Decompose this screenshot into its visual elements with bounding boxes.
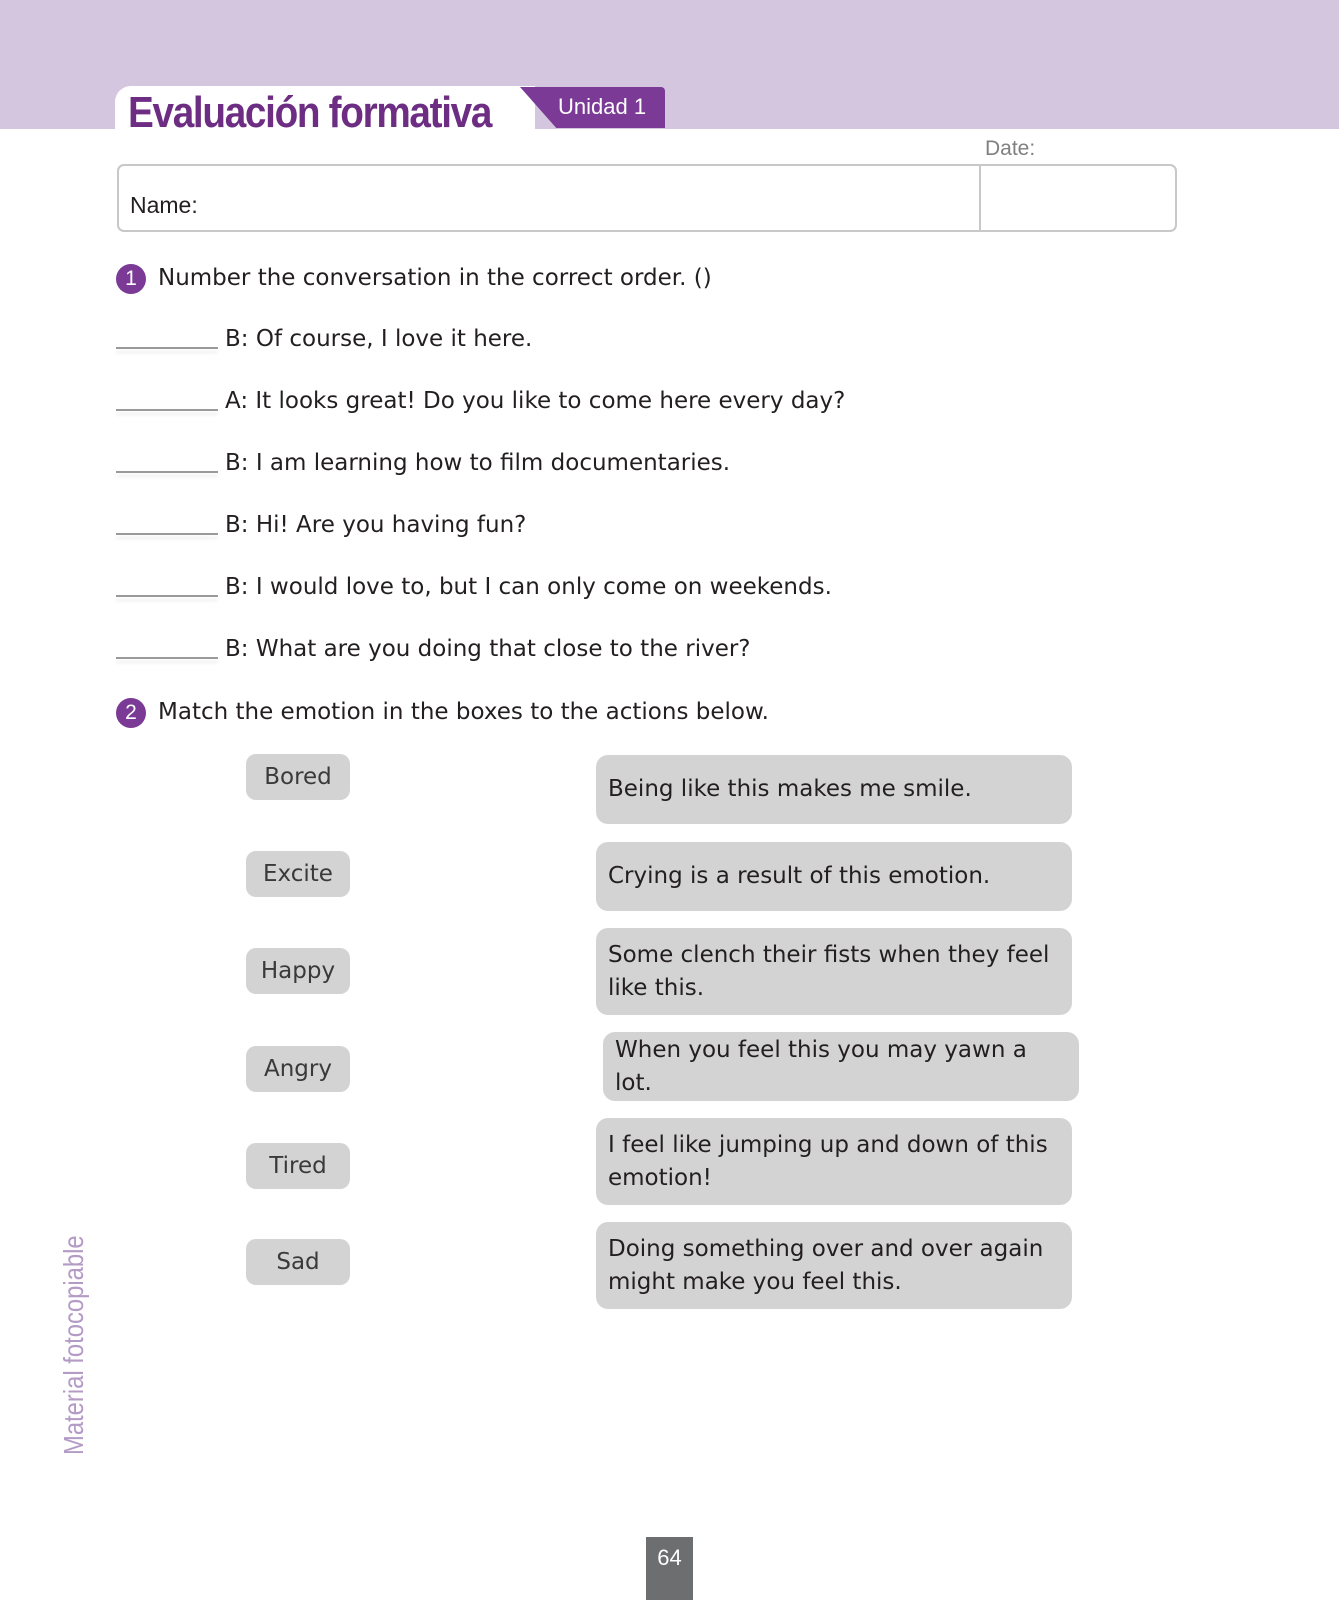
conversation-line-1: B: Of course, I love it here.: [225, 326, 533, 352]
order-blank-1[interactable]: [116, 347, 218, 349]
emotion-box-bored[interactable]: Bored: [246, 754, 350, 800]
question-1-number: 1: [116, 264, 146, 294]
name-date-box: [117, 164, 1177, 232]
action-box-1[interactable]: Being like this makes me smile.: [596, 755, 1072, 824]
emotion-box-tired[interactable]: Tired: [246, 1143, 350, 1189]
order-blank-4[interactable]: [116, 533, 218, 535]
emotion-box-excite[interactable]: Excite: [246, 851, 350, 897]
page-number: 64: [657, 1545, 682, 1570]
conversation-line-2: A: It looks great! Do you like to come here every day?: [225, 388, 846, 414]
action-box-3[interactable]: Some clench their fists when they feel like this.: [596, 928, 1072, 1015]
action-box-4[interactable]: When you feel this you may yawn a lot.: [603, 1032, 1079, 1101]
action-box-5[interactable]: I feel like jumping up and down of this emotion!: [596, 1118, 1072, 1205]
conversation-line-6: B: What are you doing that close to the river?: [225, 636, 751, 662]
page-title: Evaluación formativa: [128, 88, 492, 137]
unit-label: Unidad 1: [558, 94, 647, 119]
question-1-instruction: Number the conversation in the correct order. (): [158, 265, 712, 291]
conversation-line-4: B: Hi! Are you having fun?: [225, 512, 527, 538]
date-label: Date:: [985, 137, 1036, 160]
order-blank-2[interactable]: [116, 409, 218, 411]
name-date-divider: [979, 164, 981, 232]
action-box-6[interactable]: Doing something over and over again might make you feel this.: [596, 1222, 1072, 1309]
action-box-2[interactable]: Crying is a result of this emotion.: [596, 842, 1072, 911]
question-2-number: 2: [116, 698, 146, 728]
side-label: Material fotocopiable: [58, 1235, 89, 1455]
emotion-box-happy[interactable]: Happy: [246, 948, 350, 994]
conversation-line-3: B: I am learning how to film documentaries.: [225, 450, 731, 476]
name-label: Name:: [130, 192, 198, 218]
conversation-line-5: B: I would love to, but I can only come on weekends.: [225, 574, 832, 600]
emotion-box-angry[interactable]: Angry: [246, 1046, 350, 1092]
order-blank-3[interactable]: [116, 471, 218, 473]
emotion-box-sad[interactable]: Sad: [246, 1239, 350, 1285]
question-2-instruction: Match the emotion in the boxes to the actions below.: [158, 699, 769, 725]
order-blank-5[interactable]: [116, 595, 218, 597]
order-blank-6[interactable]: [116, 657, 218, 659]
